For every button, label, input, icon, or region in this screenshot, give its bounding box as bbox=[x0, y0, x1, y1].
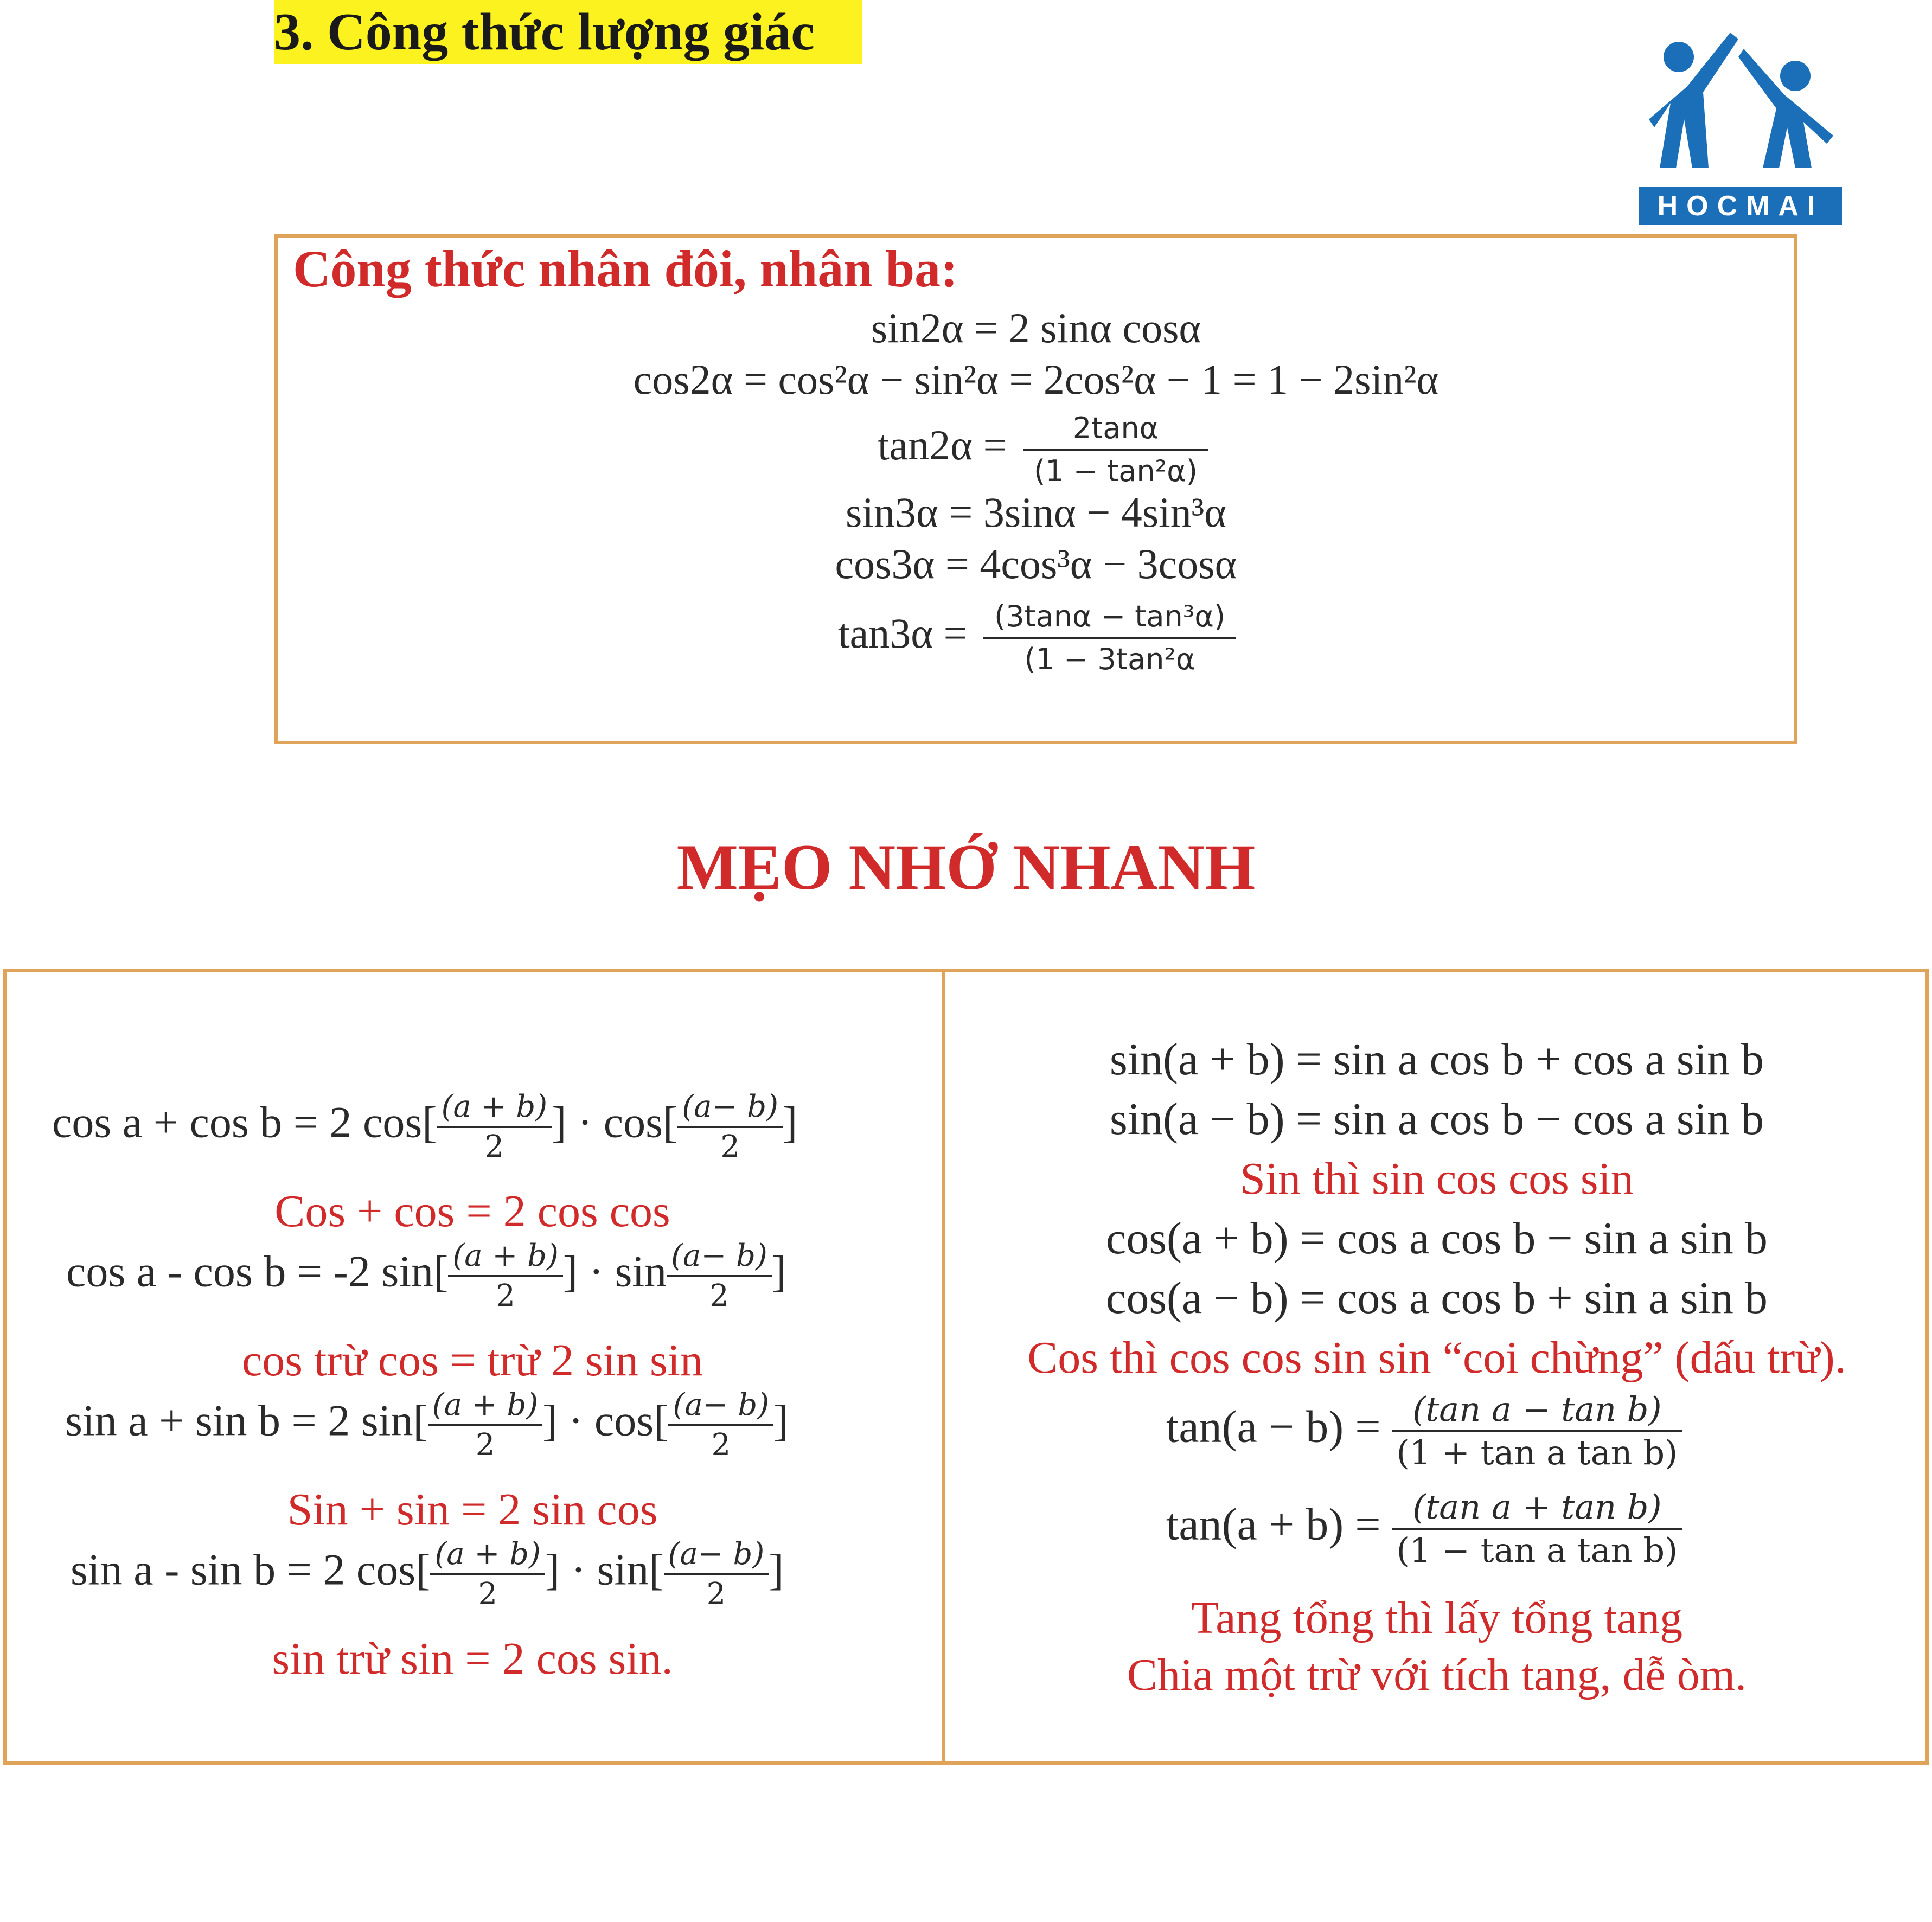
sum-sin-frac2 bbox=[668, 1388, 773, 1462]
formula-cos3a: cos3α = 4cos³α − 3cosα bbox=[835, 540, 1237, 587]
diff-cos-frac1-den: 2 bbox=[496, 1278, 515, 1314]
sum-cos-part3: ] bbox=[782, 1097, 798, 1147]
tan-diff-num: (tan a − tan b) bbox=[1392, 1391, 1682, 1432]
diff-cos-frac1 bbox=[448, 1239, 562, 1312]
sum-cos-frac2-den: 2 bbox=[720, 1129, 740, 1164]
tan2a-fraction bbox=[1023, 411, 1208, 488]
sum-sin-frac1-den: 2 bbox=[475, 1427, 495, 1463]
tan3a-numerator: (3tanα − tan³α) bbox=[983, 599, 1236, 639]
diff-sin-mnemonic: sin trừ sin = 2 cos sin. bbox=[272, 1633, 673, 1684]
tan-diff-fraction bbox=[1392, 1391, 1682, 1471]
sum-cos-mnemonic: Cos + cos = 2 cos cos bbox=[274, 1186, 670, 1237]
sum-sin-frac2-den: 2 bbox=[711, 1427, 731, 1463]
sum-cos-frac2 bbox=[677, 1090, 783, 1163]
tan-sum-formula bbox=[1166, 1489, 1682, 1569]
tan3a-denominator: (1 − 3tan²α bbox=[1024, 642, 1195, 676]
diff-cos-frac1-num: (a + b) bbox=[448, 1239, 562, 1277]
tan-mnemonic-2: Chia một trừ với tích tang, dễ òm. bbox=[1127, 1650, 1747, 1700]
tan-sum-den: (1 − tan a tan b) bbox=[1396, 1530, 1678, 1571]
tan2a-lhs: tan2α = bbox=[878, 421, 1007, 469]
formula-cos2a: cos2α = cos²α − sin²α = 2cos²α − 1 = 1 − 2sin²α bbox=[633, 356, 1439, 403]
diff-sin-frac2 bbox=[664, 1537, 769, 1611]
diff-cos-part1: cos a - cos b = -2 sin[ bbox=[66, 1246, 449, 1296]
diff-cos-part2: ] · sin bbox=[562, 1246, 667, 1296]
sum-sin-mnemonic: Sin + sin = 2 sin cos bbox=[287, 1484, 658, 1535]
tan-sum-num: (tan a + tan b) bbox=[1392, 1489, 1682, 1530]
hocmai-logo-text: HOCMAI bbox=[1639, 187, 1842, 225]
tan2a-denominator: (1 − tan²α) bbox=[1034, 454, 1198, 488]
sum-sin-frac2-num: (a− b) bbox=[668, 1388, 773, 1426]
sum-cos-formula bbox=[52, 1090, 797, 1163]
tan3a-fraction bbox=[983, 599, 1236, 676]
formula-sin3a: sin3α = 3sinα − 4sin³α bbox=[845, 489, 1227, 536]
tips-title: MẸO NHỚ NHANH bbox=[676, 831, 1256, 903]
cos-diff-formula: cos(a − b) = cos a cos b + sin a sin b bbox=[1106, 1273, 1768, 1323]
tan-mnemonic-1: Tang tổng thì lấy tổng tang bbox=[1191, 1593, 1683, 1643]
diff-sin-formula bbox=[71, 1537, 784, 1611]
diff-sin-part3: ] bbox=[769, 1545, 784, 1594]
box1-title: Công thức nhân đôi, nhân ba: bbox=[293, 240, 958, 298]
sin-sum-formula: sin(a + b) = sin a cos b + cos a sin b bbox=[1110, 1034, 1764, 1085]
sum-cos-frac1-num: (a + b) bbox=[437, 1090, 552, 1128]
diff-cos-frac2-num: (a− b) bbox=[667, 1239, 772, 1277]
cos-mnemonic: Cos thì cos cos sin sin “coi chừng” (dấu trừ). bbox=[1027, 1332, 1846, 1383]
tan3a-lhs: tan3α = bbox=[838, 609, 968, 657]
sum-sin-frac1 bbox=[428, 1388, 542, 1462]
diff-sin-frac2-den: 2 bbox=[706, 1576, 726, 1612]
tan-diff-den: (1 + tan a tan b) bbox=[1396, 1433, 1678, 1473]
sin-diff-formula: sin(a − b) = sin a cos b − cos a sin b bbox=[1110, 1094, 1764, 1144]
sum-sin-part3: ] bbox=[773, 1395, 789, 1445]
diff-sin-frac2-num: (a− b) bbox=[664, 1537, 769, 1575]
diff-cos-part3: ] bbox=[771, 1246, 787, 1296]
sum-sin-part1: sin a + sin b = 2 sin[ bbox=[65, 1395, 428, 1445]
section-title: 3. Công thức lượng giác bbox=[274, 0, 862, 64]
formula-tan3a bbox=[838, 599, 1236, 676]
sum-sin-part2: ] · cos[ bbox=[542, 1395, 669, 1445]
cos-sum-formula: cos(a + b) = cos a cos b − sin a sin b bbox=[1106, 1213, 1768, 1264]
formula-tan2a bbox=[878, 411, 1208, 488]
tan-diff-lhs: tan(a − b) = bbox=[1166, 1401, 1381, 1452]
sum-cos-frac1-den: 2 bbox=[484, 1129, 504, 1164]
sum-sin-formula bbox=[65, 1388, 788, 1462]
sum-cos-part2: ] · cos[ bbox=[552, 1097, 678, 1147]
sum-sin-frac1-num: (a + b) bbox=[428, 1388, 542, 1426]
sin-mnemonic: Sin thì sin cos cos sin bbox=[1240, 1154, 1634, 1204]
sum-cos-part1: cos a + cos b = 2 cos[ bbox=[52, 1097, 437, 1147]
tan-sum-fraction bbox=[1392, 1489, 1682, 1569]
sum-cos-frac1 bbox=[437, 1090, 552, 1163]
diff-sin-frac1-num: (a + b) bbox=[430, 1537, 545, 1575]
diff-sin-part2: ] · sin[ bbox=[545, 1545, 664, 1594]
tan-diff-formula bbox=[1166, 1391, 1682, 1471]
diff-sin-frac1 bbox=[430, 1537, 545, 1611]
diff-cos-mnemonic: cos trừ cos = trừ 2 sin sin bbox=[241, 1335, 703, 1386]
diff-cos-frac2-den: 2 bbox=[709, 1278, 729, 1314]
sum-cos-frac2-num: (a− b) bbox=[677, 1090, 783, 1128]
formula-sin2a: sin2α = 2 sinα cosα bbox=[871, 304, 1201, 351]
diff-sin-frac1-den: 2 bbox=[478, 1576, 497, 1612]
tan2a-numerator: 2tanα bbox=[1023, 411, 1208, 451]
diff-cos-formula bbox=[66, 1239, 786, 1312]
diff-cos-frac2 bbox=[667, 1239, 772, 1312]
diff-sin-part1: sin a - sin b = 2 cos[ bbox=[71, 1545, 431, 1594]
tan-sum-lhs: tan(a + b) = bbox=[1166, 1499, 1381, 1550]
